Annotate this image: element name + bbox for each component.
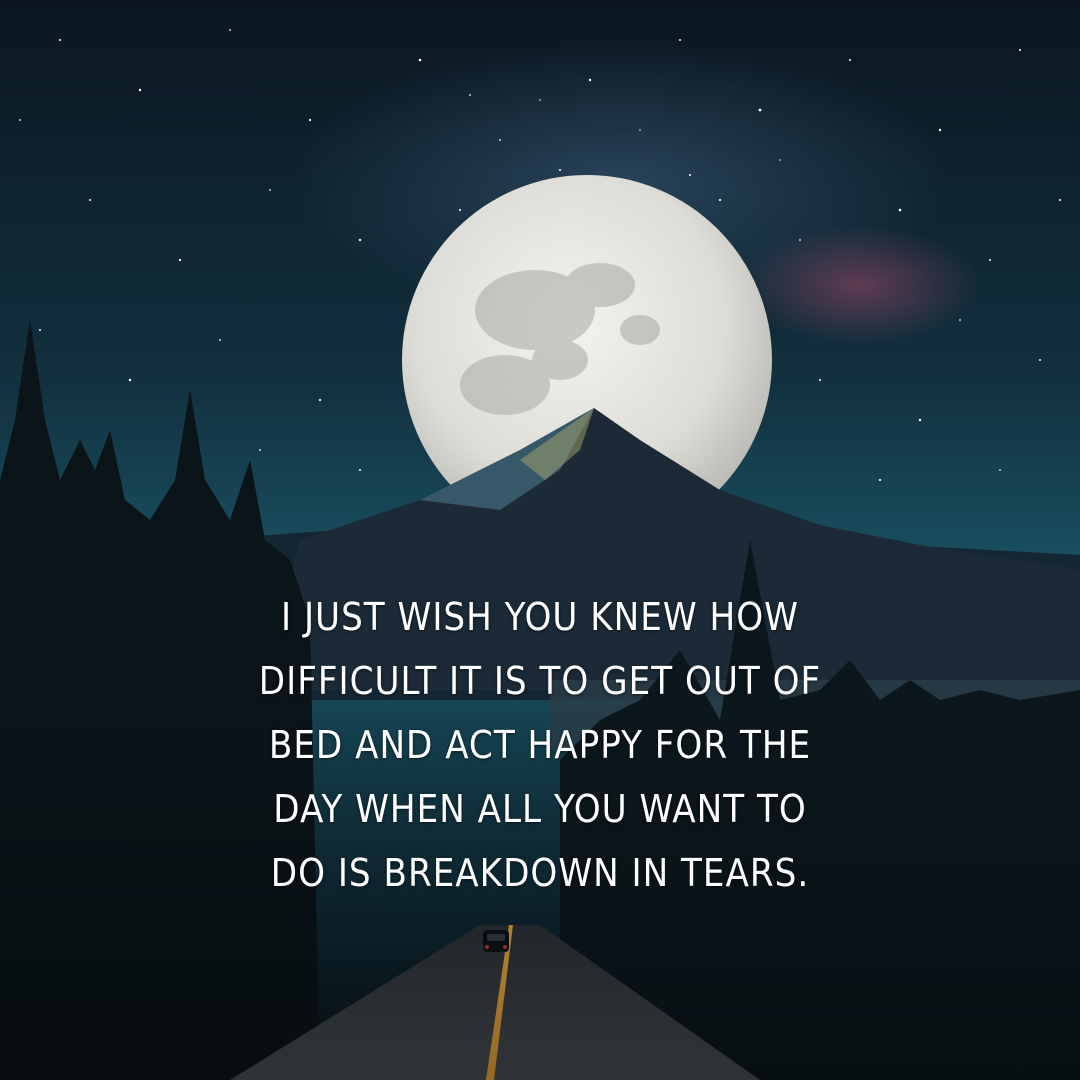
quote-line-2: DIFFICULT IT IS TO GET OUT OF [258,659,822,703]
quote-text [190,585,890,905]
quote-line-1: I JUST WISH YOU KNEW HOW [281,595,799,639]
nebula [740,225,980,345]
quote-line-4: DAY WHEN ALL YOU WANT TO [273,787,807,831]
quote-line-5: DO IS BREAKDOWN IN TEARS. [270,851,810,895]
quote-line-3: BED AND ACT HAPPY FOR THE [268,723,812,767]
